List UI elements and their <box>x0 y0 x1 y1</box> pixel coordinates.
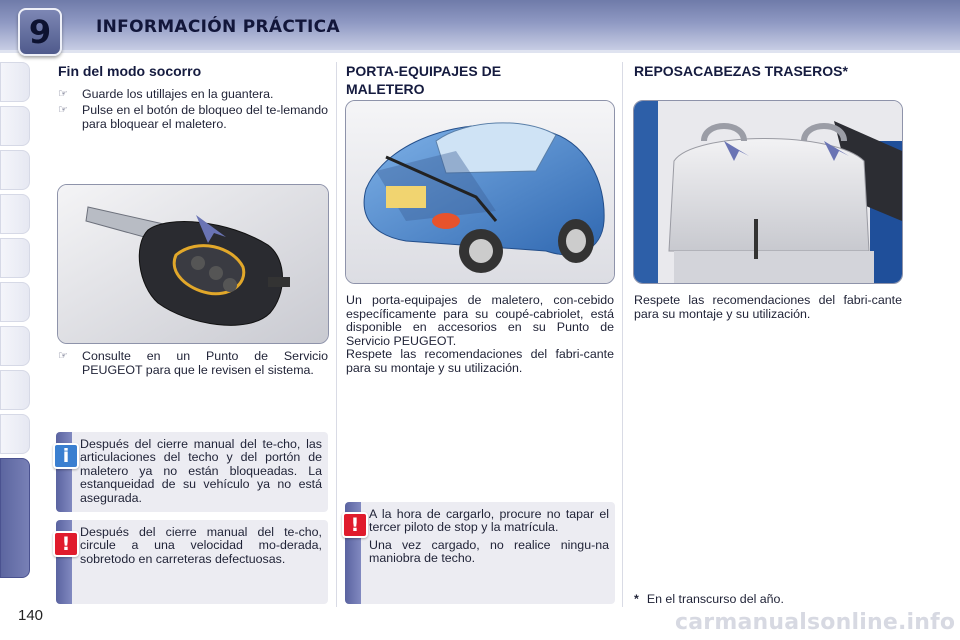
rear-headrests-image <box>633 100 903 284</box>
footnote-text: En el transcurso del año. <box>646 592 784 606</box>
warning-note-text <box>369 508 609 570</box>
paragraph: Respete las recomendaciones del fabri-cante para su montaje y su utilización. <box>346 347 614 375</box>
chapter-title: INFORMACIÓN PRÁCTICA <box>96 17 340 37</box>
bullet-item <box>58 350 328 394</box>
chapter-number-badge: 9 <box>18 8 62 56</box>
bullet-item <box>58 104 328 134</box>
info-icon: i <box>53 443 79 469</box>
section-heading: PORTA-EQUIPAJES DE MALETERO <box>346 63 502 97</box>
chapter-tab[interactable] <box>0 194 30 234</box>
page-number: 140 <box>18 607 44 624</box>
chapter-tab[interactable] <box>0 414 30 454</box>
chapter-tab[interactable] <box>0 370 30 410</box>
chapter-tabs <box>0 62 30 582</box>
footnote-marker: * <box>634 592 639 606</box>
hand-pointer-icon: ☞ <box>58 350 68 362</box>
hand-pointer-icon: ☞ <box>58 88 68 100</box>
chapter-tab[interactable] <box>0 238 30 278</box>
watermark: carmanualsonline.info <box>675 610 956 635</box>
chapter-tab[interactable] <box>0 106 30 146</box>
header-underline <box>0 50 960 53</box>
bullet-text: Guarde los utillajes en la guantera. <box>82 87 274 101</box>
paragraph: Un porta-equipajes de maletero, con-cebido específicamente para su coupé-cabriolet, está disponible en accesorios en su Punto de Servicio PEUGEOT. <box>346 293 614 348</box>
column-divider <box>336 62 337 607</box>
warning-note-text: Después del cierre manual del te-cho, circule a una velocidad mo-derada, sobretodo en carreteras defectuosas. <box>80 525 322 566</box>
bullet-text: Consulte en un Punto de Servicio PEUGEOT para que le revisen el sistema. <box>82 349 328 377</box>
chapter-tab[interactable] <box>0 62 30 102</box>
warning-note-paragraph: Una vez cargado, no realice ningu-na maniobra de techo. <box>369 537 609 566</box>
bullet-text: Pulse en el botón de bloqueo del te-lemando para bloquear el maletero. <box>82 103 328 131</box>
warning-note-box <box>56 520 328 604</box>
warning-icon: ! <box>53 531 79 557</box>
section-heading: REPOSACABEZAS TRASEROS* <box>634 63 848 79</box>
luggage-rack-car-image <box>345 100 615 284</box>
warning-icon: ! <box>342 512 368 538</box>
info-note-box <box>56 432 328 512</box>
warning-note-paragraph: A la hora de cargarlo, procure no tapar el tercer piloto de stop y la matrícula. <box>369 507 609 535</box>
hand-pointer-icon: ☞ <box>58 104 68 116</box>
footnote <box>634 592 784 606</box>
section-heading: Fin del modo socorro <box>58 63 202 79</box>
remote-key-image <box>57 184 329 344</box>
info-note-text: Después del cierre manual del te-cho, las articulaciones del techo y del portón de maletero ya no están bloqueadas. La estanqueidad de su vehículo ya no está asegurada. <box>80 437 322 505</box>
chapter-tab[interactable] <box>0 326 30 366</box>
bullet-item <box>58 88 328 102</box>
chapter-tab-active[interactable] <box>0 458 30 578</box>
paragraph: Respete las recomendaciones del fabri-cante para su montaje y su utilización. <box>634 293 902 321</box>
column-divider <box>622 62 623 607</box>
chapter-tab[interactable] <box>0 282 30 322</box>
chapter-tab[interactable] <box>0 150 30 190</box>
warning-note-box <box>345 502 615 604</box>
